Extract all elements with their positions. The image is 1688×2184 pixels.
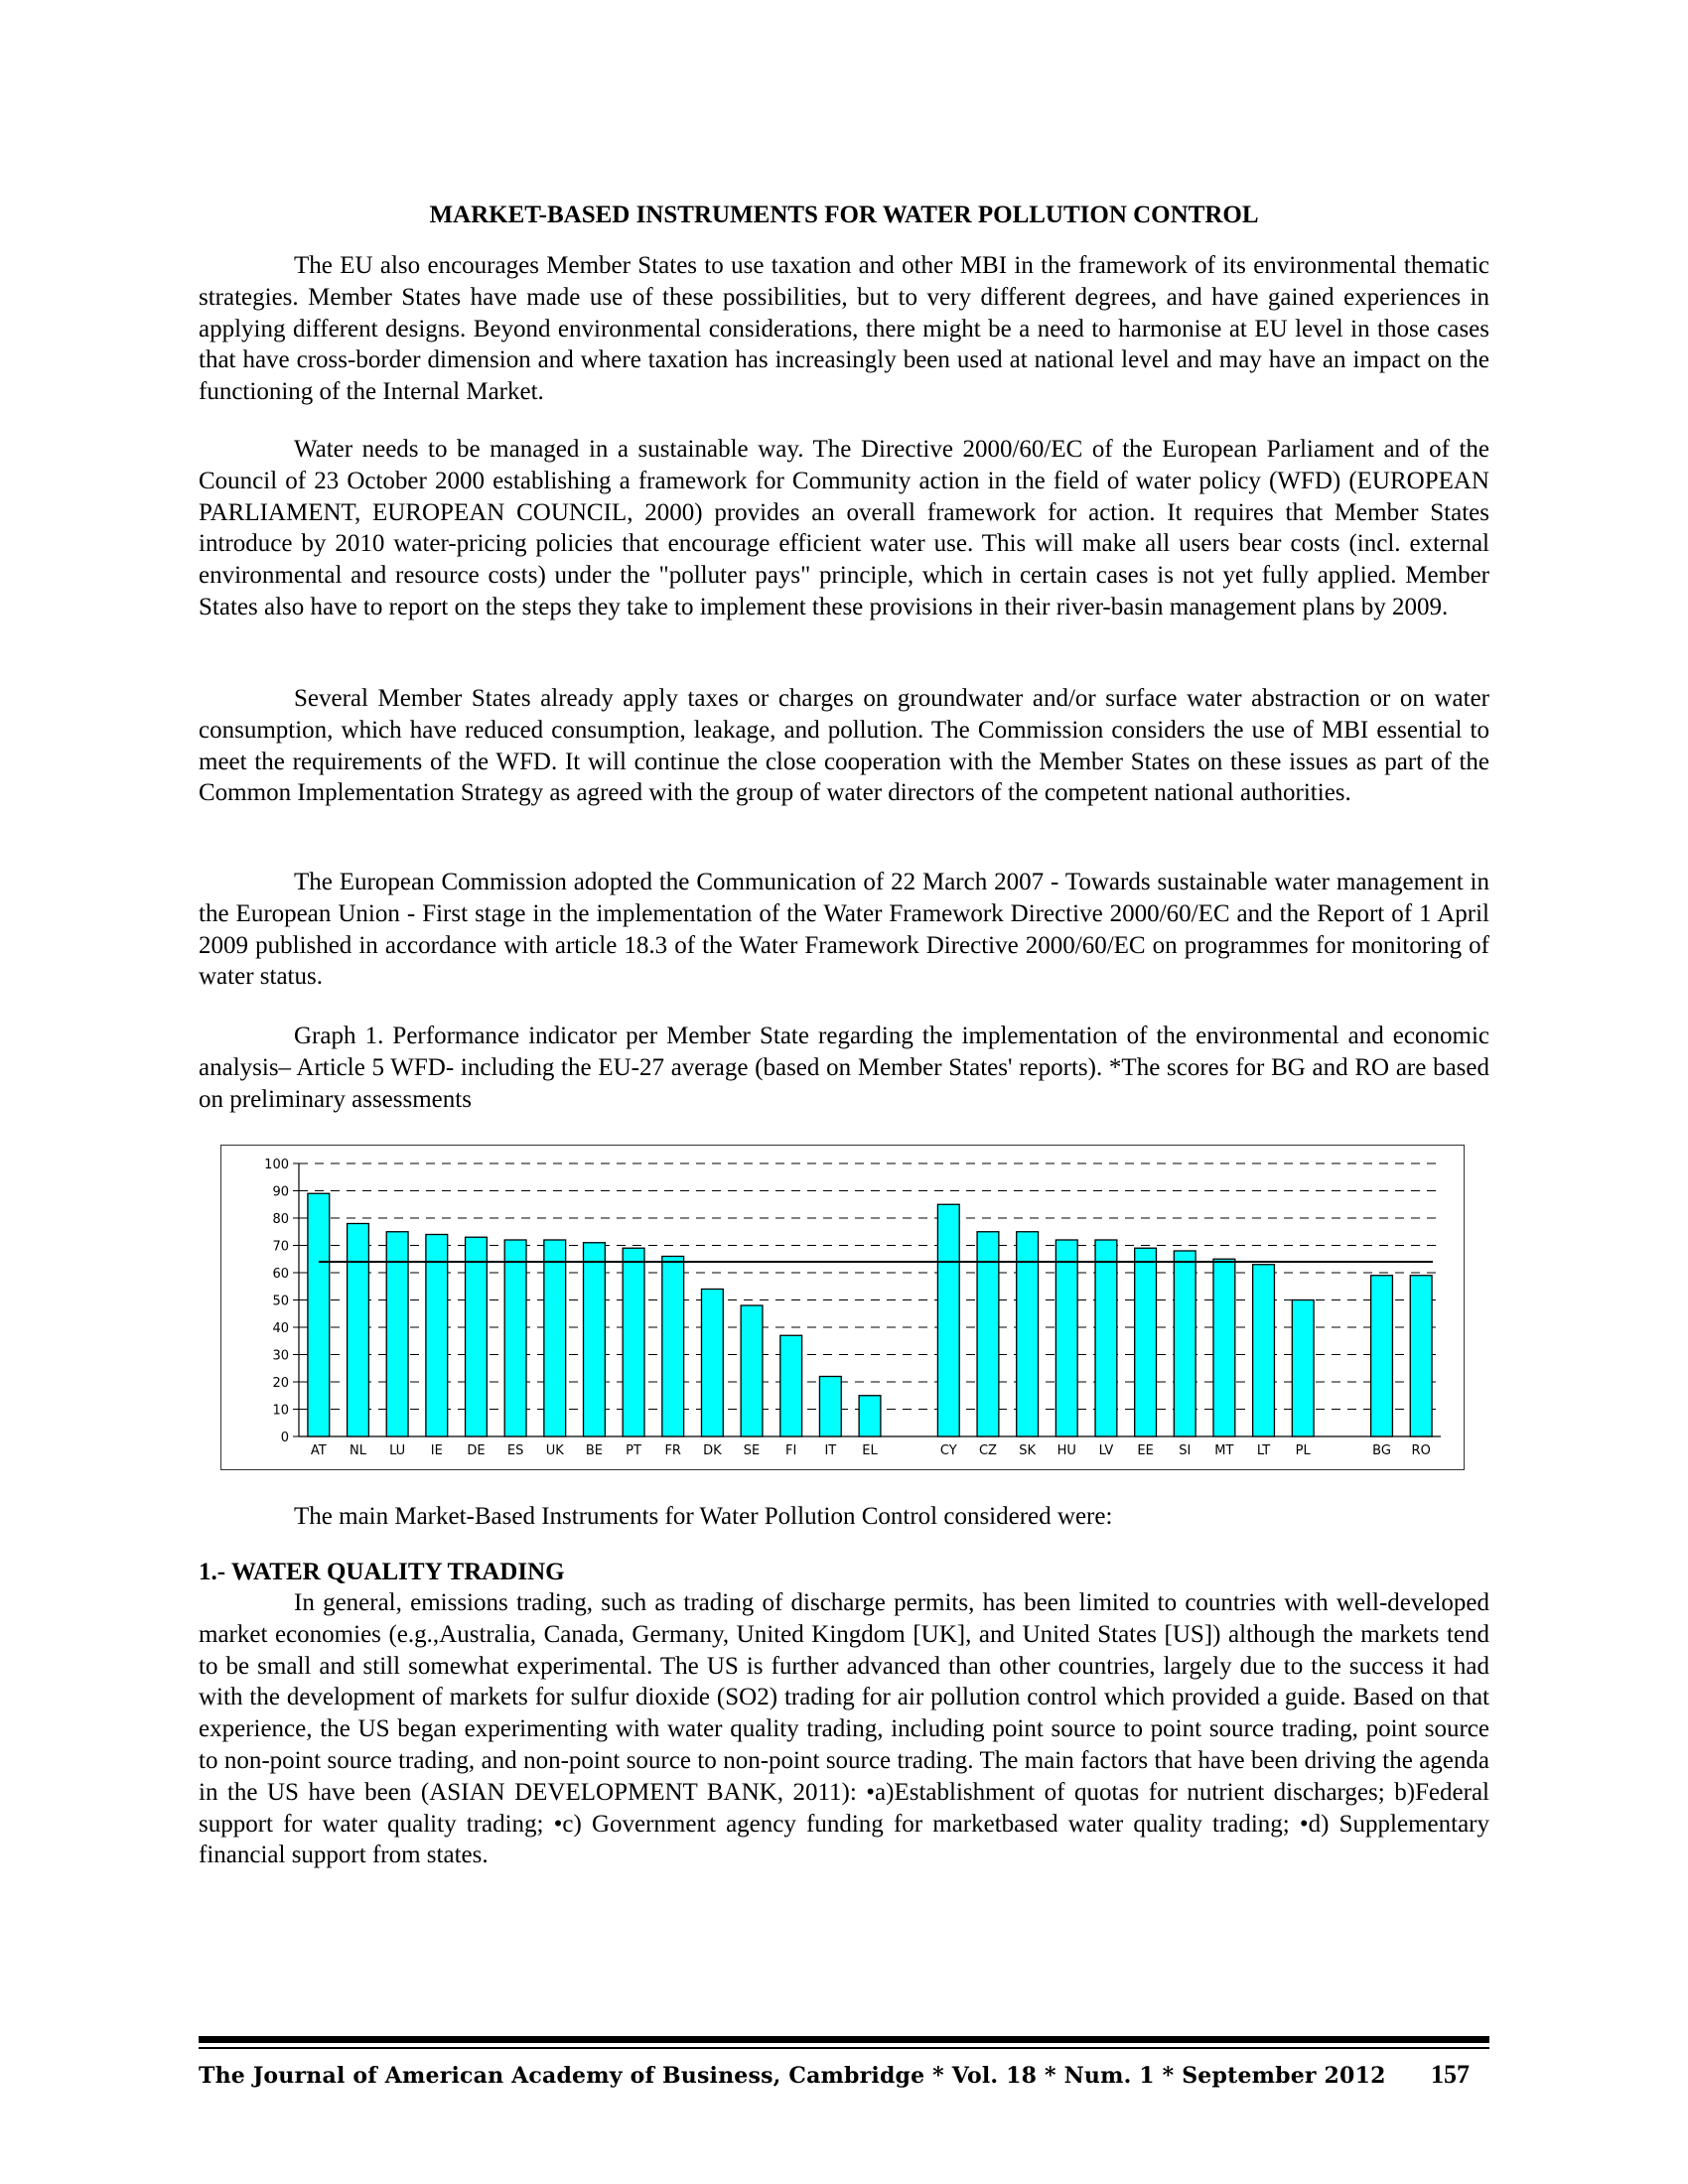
chart-followup-text: The main Market-Based Instruments for Water Pollution Control considered were:	[294, 1503, 1113, 1530]
section-paragraph: In general, emissions trading, such as trading of discharge permits, has been limited to countries with well-developed market economies (e.g.,Australia, Canada, Germany, United Kingdom [UK], and United States [US]) although the markets tend to be small and still somewhat experimental. The US is further advanced than other countries, largely due to the success it had with the development of markets for sulfur dioxide (SO2) trading for air pollution control which provided a guide. Based on that experience, the US began experimenting with water quality trading, including point source to point source trading, point source to non-point source trading, and non-point source to non-point source trading. The main factors that have been driving the agenda in the US have been (ASIAN DEVELOPMENT BANK, 2011): •a)Establishment of quotas for nutrient discharges; b)Federal support for water quality trading; •c) Government agency funding for marketbased water quality trading; •d) Supplementary financial support from states.	[199, 1589, 1489, 1869]
journal-citation: The Journal of American Academy of Business, Cambridge * Vol. 18 * Num. 1 * September 2012	[199, 2063, 1386, 2089]
graph-caption: Graph 1. Performance indicator per Member State regarding the implementation of the environmental and economic analysis– Article 5 WFD- including the EU-27 average (based on Member States' reports). *The scores for BG and RO are based on preliminary assessments	[199, 1023, 1489, 1113]
x-tick-label: AT	[310, 1443, 327, 1458]
bar	[1095, 1240, 1117, 1436]
bar	[426, 1235, 448, 1437]
bar	[1253, 1265, 1275, 1436]
bar	[623, 1248, 644, 1436]
performance-chart	[220, 1145, 1465, 1470]
x-tick-label: ES	[506, 1443, 524, 1458]
x-tick-label: DE	[467, 1443, 486, 1458]
y-tick-label: 90	[272, 1184, 289, 1200]
bar	[1292, 1300, 1314, 1437]
bar	[819, 1377, 841, 1437]
chart-svg	[221, 1146, 1463, 1468]
y-tick-label: 60	[272, 1267, 289, 1282]
x-tick-label: PT	[626, 1443, 641, 1458]
y-tick-label: 100	[264, 1158, 289, 1172]
paragraph-2: Water needs to be managed in a sustainable way. The Directive 2000/60/EC of the European Parliament and of the Council of 23 October 2000 establishing a framework for Community action in the field of water policy (WFD) (EUROPEAN PARLIAMENT, EUROPEAN COUNCIL, 2000) provides an overall framework for action. It requires that Member States introduce by 2010 water-pricing policies that encourage efficient water use. This will make all users bear costs (incl. external environmental and resource costs) under the "polluter pays" principle, which in certain cases is not yet fully applied. Member States also have to report on the steps they take to implement these provisions in their river-basin management plans by 2009.	[199, 436, 1489, 620]
bar	[859, 1396, 881, 1436]
y-tick-label: 50	[272, 1294, 289, 1309]
x-tick-label: NL	[349, 1443, 366, 1458]
bar	[701, 1290, 723, 1437]
bar	[308, 1193, 330, 1436]
y-tick-label: 80	[272, 1212, 289, 1227]
x-tick-label: SK	[1019, 1443, 1037, 1458]
y-tick-label: 70	[272, 1239, 289, 1255]
bar	[937, 1204, 959, 1436]
x-tick-label: LV	[1098, 1443, 1114, 1458]
bar	[1174, 1251, 1196, 1436]
footer-rule	[199, 2036, 1489, 2043]
page	[199, 0, 1489, 2184]
x-tick-label: RO	[1411, 1443, 1431, 1458]
x-tick-label: PL	[1295, 1443, 1311, 1458]
bar	[584, 1243, 606, 1436]
bar	[1055, 1240, 1077, 1436]
x-tick-label: IT	[824, 1443, 837, 1458]
x-tick-label: FR	[664, 1443, 681, 1458]
x-tick-label: EE	[1137, 1443, 1154, 1458]
bar	[1410, 1276, 1432, 1436]
bar	[504, 1240, 526, 1436]
x-tick-label: IE	[430, 1443, 443, 1458]
x-tick-label: SE	[743, 1443, 761, 1458]
bar	[1371, 1276, 1393, 1436]
y-tick-label: 40	[272, 1321, 289, 1336]
x-tick-label: CZ	[978, 1443, 997, 1458]
x-tick-label: LT	[1256, 1443, 1271, 1458]
x-tick-label: FI	[785, 1443, 797, 1458]
x-tick-label: SI	[1179, 1443, 1192, 1458]
paragraph-4: The European Commission adopted the Communication of 22 March 2007 - Towards sustainable water management in the European Union - First stage in the implementation of the Water Framework Directive 2000/60/EC and the Report of 1 April 2009 published in accordance with article 18.3 of the Water Framework Directive 2000/60/EC on programmes for monitoring of water status.	[199, 869, 1489, 991]
footer-rule-thin	[199, 2047, 1489, 2049]
y-tick-label: 30	[272, 1348, 289, 1364]
x-tick-label: HU	[1056, 1443, 1076, 1458]
bar	[741, 1305, 763, 1436]
x-tick-label: MT	[1214, 1443, 1234, 1458]
x-tick-label: DK	[703, 1443, 722, 1458]
paragraph-1: The EU also encourages Member States to use taxation and other MBI in the framework of its environmental thematic strategies. Member States have made use of these possibilities, but to very different degrees, and have gained experiences in applying different designs. Beyond environmental considerations, there might be a need to harmonise at EU level in those cases that have cross-border dimension and where taxation has increasingly been used at national level and may have an impact on the functioning of the Internal Market.	[199, 252, 1489, 406]
bar	[1213, 1259, 1235, 1436]
bar	[348, 1224, 369, 1437]
page-number: 157	[1431, 2060, 1470, 2089]
x-tick-label: CY	[939, 1443, 957, 1458]
x-tick-label: EL	[862, 1443, 878, 1458]
y-tick-label: 0	[280, 1431, 289, 1445]
x-tick-label: LU	[389, 1443, 406, 1458]
y-tick-label: 10	[272, 1403, 289, 1419]
bar	[544, 1240, 566, 1436]
section-heading: 1.- WATER QUALITY TRADING	[199, 1559, 565, 1585]
bar	[1135, 1248, 1157, 1436]
bar	[780, 1335, 802, 1436]
paragraph-3: Several Member States already apply taxes or charges on groundwater and/or surface water abstraction or on water consumption, which have reduced consumption, leakage, and pollution. The Commission considers the use of MBI essential to meet the requirements of the WFD. It will continue the close cooperation with the Member States on these issues as part of the Common Implementation Strategy as agreed with the group of water directors of the competent national authorities.	[199, 685, 1489, 807]
y-tick-label: 20	[272, 1376, 289, 1391]
x-tick-label: BE	[585, 1443, 603, 1458]
x-tick-label: UK	[545, 1443, 564, 1458]
bar	[466, 1237, 488, 1436]
bar	[662, 1257, 684, 1437]
page-title: MARKET-BASED INSTRUMENTS FOR WATER POLLUTION CONTROL	[429, 202, 1259, 228]
x-tick-label: BG	[1372, 1443, 1391, 1458]
